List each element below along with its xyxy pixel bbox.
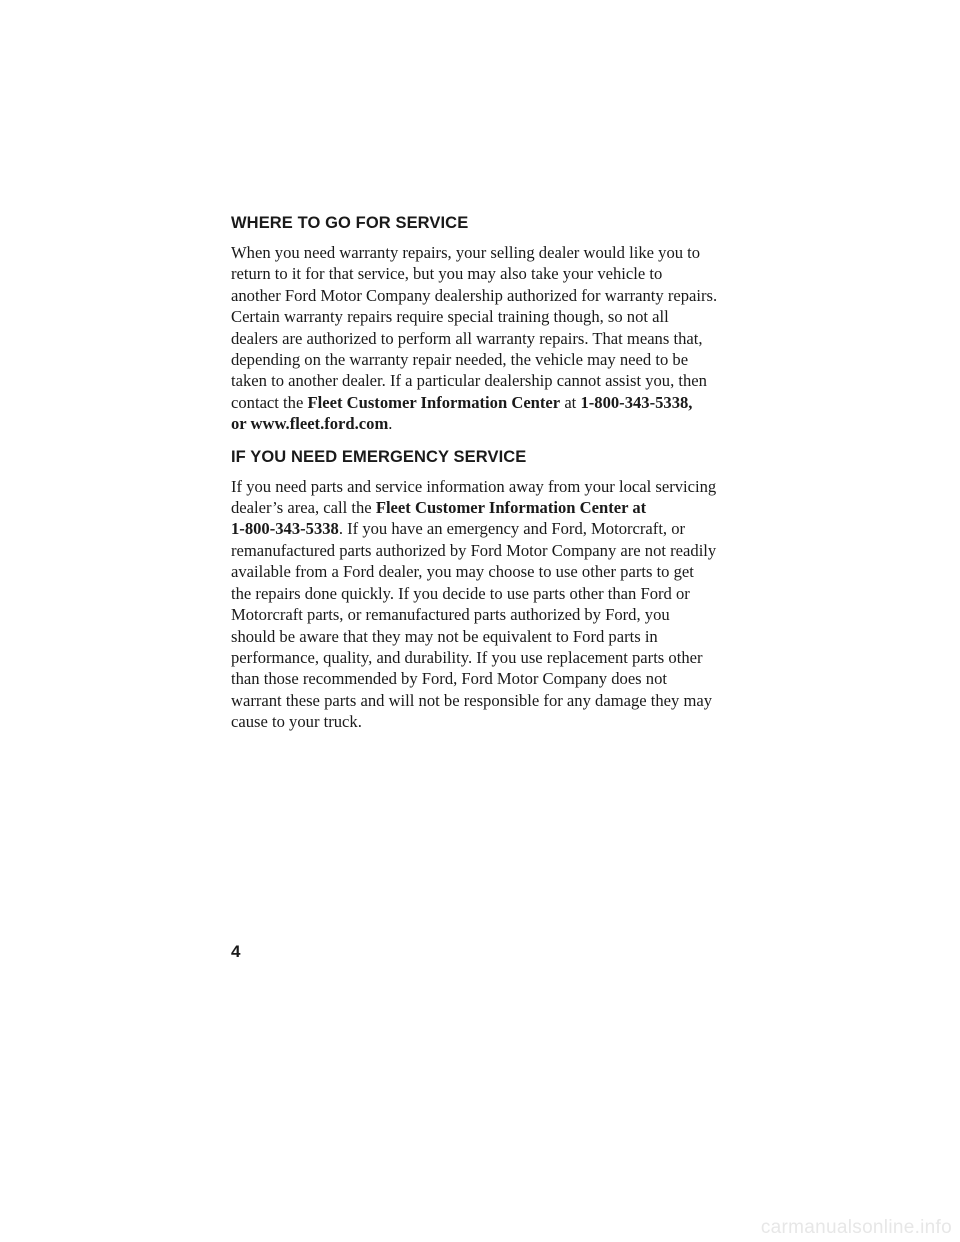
text-line: dealers are authorized to perform all warranty repairs. That means that,	[231, 328, 703, 348]
text-line: should be aware that they may not be equivalent to Ford parts in	[231, 626, 658, 646]
text-line: another Ford Motor Company dealership authorized for warranty repairs.	[231, 285, 718, 305]
text-line: When you need warranty repairs, your selling dealer would like you to	[231, 243, 701, 262]
text-line: the repairs done quickly. If you decide to use parts other than Ford or	[231, 583, 690, 603]
text-line: Motorcraft parts, or remanufactured parts authorized by Ford, you	[231, 605, 670, 625]
text-line: cause to your truck.	[231, 712, 362, 732]
text-line	[231, 518, 736, 539]
text-run: . If you have an emergency and Ford, Motorcraft, or	[338, 519, 686, 539]
text-line	[231, 497, 736, 518]
text-line: If you need parts and service information away from your local servicing	[231, 476, 717, 496]
text-line: return to it for that service, but you may also take your vehicle to	[231, 264, 663, 284]
text-line: performance, quality, and durability. If you use replacement parts other	[231, 647, 703, 667]
text-line: than those recommended by Ford, Ford Motor Company does not	[231, 669, 667, 689]
text-line: depending on the warranty repair needed, the vehicle may need to be	[231, 350, 689, 370]
phone-number: 1-800-343-5338,	[580, 392, 693, 412]
text-line: taken to another dealer. If a particular dealership cannot assist you, then	[231, 371, 707, 391]
text-run: .	[388, 414, 393, 434]
section-paragraph-emergency-service	[231, 476, 736, 733]
section-heading-emergency-service: IF YOU NEED EMERGENCY SERVICE	[231, 447, 527, 466]
page-number: 4	[231, 942, 241, 961]
text-line	[231, 413, 736, 434]
text-line	[231, 392, 736, 413]
text-line: remanufactured parts authorized by Ford Motor Company are not readily	[231, 540, 717, 560]
text-line: warrant these parts and will not be responsible for any damage they may	[231, 690, 713, 710]
page-content	[231, 212, 741, 744]
text-line: available from a Ford dealer, you may choose to use other parts to get	[231, 562, 694, 582]
fleet-center-name: Fleet Customer Information Center	[307, 392, 561, 412]
text-run: at	[560, 392, 581, 412]
fleet-center-name: Fleet Customer Information Center at	[375, 498, 647, 518]
text-run: contact the	[231, 392, 308, 412]
phone-number: 1-800-343-5338	[231, 519, 339, 539]
section-heading-where-to-go: WHERE TO GO FOR SERVICE	[231, 214, 469, 232]
website-text: or www.fleet.ford.com	[231, 414, 389, 434]
site-watermark: carmanualsonline.info	[760, 1217, 952, 1238]
text-line: Certain warranty repairs require special training though, so not all	[231, 307, 669, 327]
text-run: dealer’s area, call the	[231, 498, 376, 518]
section-paragraph-where-to-go	[231, 242, 736, 435]
